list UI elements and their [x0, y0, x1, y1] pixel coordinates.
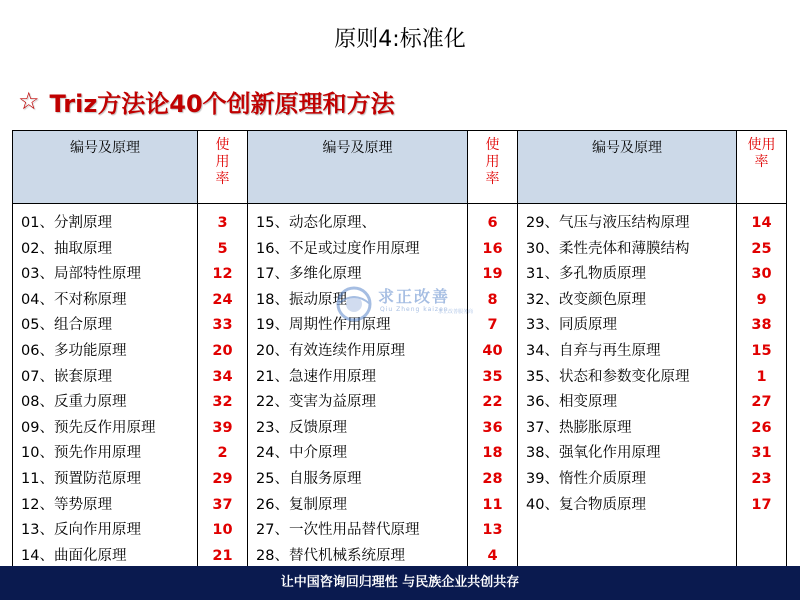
principle-item: 22、变害为益原理 [256, 394, 376, 411]
usage-rate-value: 19 [482, 266, 503, 283]
logo-tagline: 求正改善服务商 [438, 309, 474, 315]
usage-rate-value: 14 [751, 215, 772, 231]
usage-rate-value: 15 [751, 342, 772, 359]
principle-item: 33、同质原理 [526, 317, 617, 334]
usage-rate-value: 16 [482, 240, 503, 257]
logo-emblem-icon [334, 284, 374, 324]
principle-item: 08、反重力原理 [21, 394, 127, 411]
logo-pinyin: Qiu Zheng kaizen [380, 306, 449, 313]
principle-item: 30、柔性壳体和薄膜结构 [526, 240, 690, 257]
principle-item: 02、抽取原理 [21, 240, 112, 257]
usage-rate-value: 40 [482, 342, 503, 359]
usage-rate-value: 20 [212, 342, 233, 359]
usage-rate-value: 27 [751, 394, 772, 411]
principles-table [12, 130, 787, 600]
usage-rate-value: 12 [212, 266, 233, 283]
usage-rate-value: 30 [751, 266, 772, 283]
usage-rate-value: 28 [482, 470, 503, 487]
usage-rate-value: 17 [751, 496, 772, 513]
usage-rate-value: 1 [756, 368, 767, 385]
heading-text: Triz方法论40个创新原理和方法 [49, 89, 395, 118]
principle-item: 01、分割原理 [21, 215, 112, 231]
usage-rate-value: 10 [212, 522, 233, 539]
principle-list [248, 204, 468, 600]
principle-item: 10、预先作用原理 [21, 445, 141, 462]
usage-rate-value: 39 [212, 419, 233, 436]
watermark-logo [334, 284, 484, 328]
principle-item: 29、气压与液压结构原理 [526, 215, 690, 231]
principle-item: 06、多功能原理 [21, 342, 127, 359]
principle-item: 34、自弃与再生原理 [526, 342, 661, 359]
usage-rate-value: 35 [482, 368, 503, 385]
principle-item: 12、等势原理 [21, 496, 112, 513]
column-header-principle: 编号及原理 [248, 131, 468, 204]
principle-list [13, 204, 198, 600]
rate-header-line: 使用 [747, 137, 776, 153]
usage-rate-value: 21 [212, 547, 233, 564]
principle-item: 11、预置防范原理 [21, 470, 141, 487]
usage-rate-value: 31 [751, 445, 772, 462]
principle-item: 07、嵌套原理 [21, 368, 112, 385]
principle-item: 15、动态化原理、 [256, 215, 376, 231]
usage-rate-value: 4 [487, 547, 498, 564]
column-header-usage-rate [198, 131, 248, 204]
star-icon: ☆ [18, 87, 40, 115]
principle-item: 39、惰性介质原理 [526, 470, 646, 487]
usage-rate-value: 2 [217, 445, 228, 462]
usage-rate-value: 26 [751, 419, 772, 436]
column-header-principle: 编号及原理 [13, 131, 198, 204]
principle-item: 20、有效连续作用原理 [256, 342, 405, 359]
principle-item: 32、改变颜色原理 [526, 291, 646, 308]
usage-rate-value: 5 [217, 240, 228, 257]
rate-header-line: 率 [215, 171, 230, 187]
usage-rate-value: 23 [751, 470, 772, 487]
column-header-principle: 编号及原理 [518, 131, 737, 204]
principle-item: 21、急速作用原理 [256, 368, 376, 385]
principle-item: 19、周期性作用原理 [256, 317, 391, 334]
principle-item: 14、曲面化原理 [21, 547, 127, 564]
rate-header-line: 用 [215, 154, 230, 170]
rate-header-line: 使 [215, 137, 230, 153]
principle-item: 35、状态和参数变化原理 [526, 368, 690, 385]
principle-item: 31、多孔物质原理 [526, 266, 646, 283]
principle-item: 40、复合物质原理 [526, 496, 646, 513]
usage-rate-value: 3 [217, 215, 228, 231]
usage-rate-value: 38 [751, 317, 772, 334]
principle-item: 18、振动原理 [256, 291, 347, 308]
principle-item: 38、强氧化作用原理 [526, 445, 661, 462]
table-header-row [13, 131, 787, 204]
principle-item: 28、替代机械系统原理 [256, 547, 405, 564]
principle-item: 36、相变原理 [526, 394, 617, 411]
usage-rate-value: 9 [756, 291, 767, 308]
usage-rate-value: 25 [751, 240, 772, 257]
usage-rate-list [737, 204, 787, 600]
usage-rate-value: 36 [482, 419, 503, 436]
principle-item: 04、不对称原理 [21, 291, 127, 308]
usage-rate-value: 7 [487, 317, 498, 334]
page-title: 原则4:标准化 [334, 27, 466, 52]
usage-rate-value: 24 [212, 291, 233, 308]
rate-header-line: 率 [754, 154, 769, 170]
usage-rate-value: 37 [212, 496, 233, 513]
usage-rate-value: 34 [212, 368, 233, 385]
usage-rate-value: 33 [212, 317, 233, 334]
rate-header-line: 率 [485, 171, 500, 187]
principle-item: 13、反向作用原理 [21, 522, 141, 539]
usage-rate-list [198, 204, 248, 600]
usage-rate-value: 32 [212, 394, 233, 411]
principle-item: 24、中介原理 [256, 445, 347, 462]
principle-item: 17、多维化原理 [256, 266, 362, 283]
column-header-usage-rate [737, 131, 787, 204]
principle-item: 26、复制原理 [256, 496, 347, 513]
principle-item: 27、一次性用品替代原理 [256, 522, 420, 539]
principle-item: 09、预先反作用原理 [21, 419, 156, 436]
principle-item: 23、反馈原理 [256, 419, 347, 436]
principle-item: 16、不足或过度作用原理 [256, 240, 420, 257]
usage-rate-list [468, 204, 518, 600]
principle-item: 25、自服务原理 [256, 470, 362, 487]
rate-header-line: 用 [485, 154, 500, 170]
rate-header-line: 使 [485, 137, 500, 153]
footer-slogan: 让中国咨询回归理性 与民族企业共创共存 [0, 566, 800, 600]
usage-rate-value: 8 [487, 291, 498, 308]
slide-heading [18, 84, 395, 118]
principle-list [518, 204, 737, 600]
principle-item: 37、热膨胀原理 [526, 419, 632, 436]
logo-text: 求正改善 [378, 287, 451, 306]
principle-item: 05、组合原理 [21, 317, 112, 334]
column-header-usage-rate [468, 131, 518, 204]
usage-rate-value: 22 [482, 394, 503, 411]
usage-rate-value: 6 [487, 215, 498, 231]
usage-rate-value: 18 [482, 445, 503, 462]
principle-item: 03、局部特性原理 [21, 266, 141, 283]
usage-rate-value: 29 [212, 470, 233, 487]
usage-rate-value: 13 [482, 522, 503, 539]
table-body-row [13, 204, 787, 600]
usage-rate-value: 11 [482, 496, 503, 513]
